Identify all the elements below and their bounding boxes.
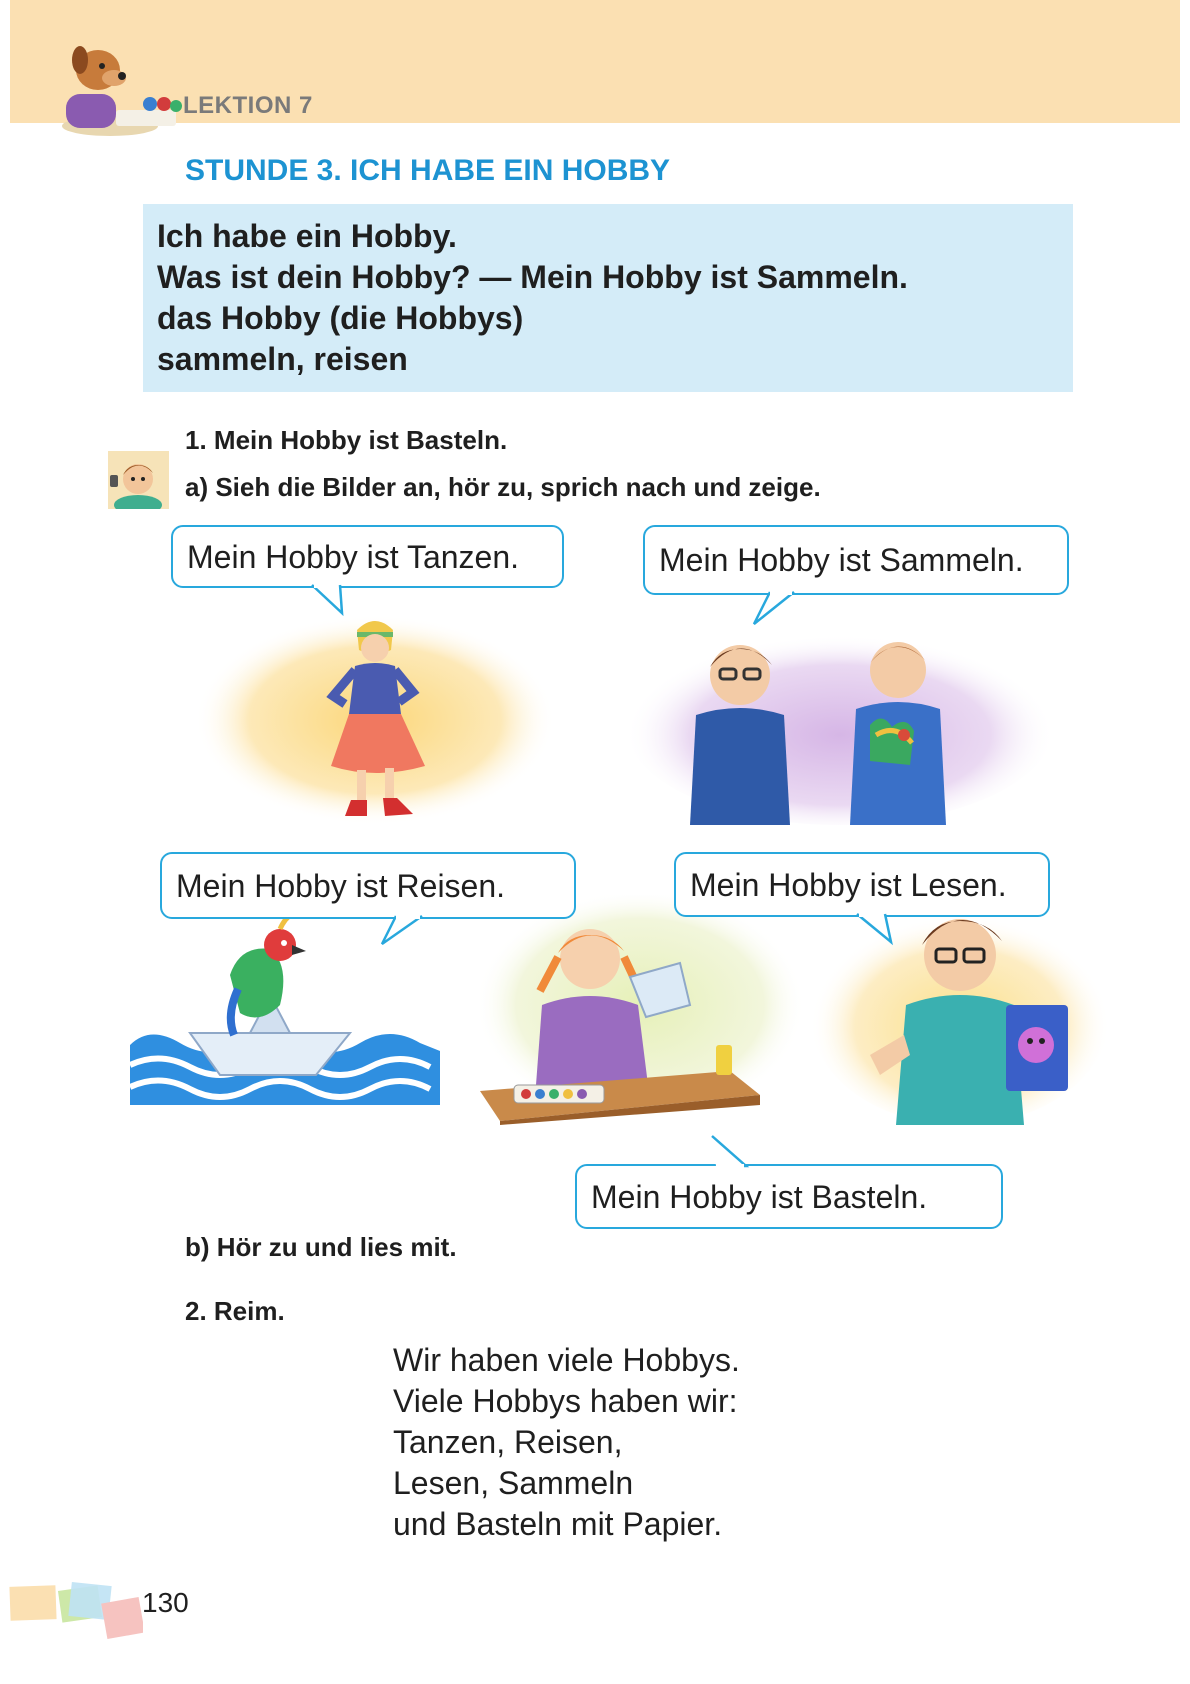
dog-mascot-icon — [58, 42, 186, 138]
dancing-girl-illustration — [185, 610, 565, 830]
grammar-line: Was ist dein Hobby? — Mein Hobby ist Sammeln. — [157, 259, 908, 295]
instruction-a: a) Sieh die Bilder an, hör zu, sprich nach und zeige. — [185, 472, 821, 502]
bubble-tail — [378, 916, 424, 946]
bubble-tail — [750, 592, 796, 626]
instruction-b: b) Hör zu und lies mit. — [185, 1232, 457, 1262]
boys-collecting-illustration — [620, 615, 1060, 825]
speech-bubble-tanzen: Mein Hobby ist Tanzen. — [171, 525, 564, 588]
speech-bubble-reisen: Mein Hobby ist Reisen. — [160, 852, 576, 919]
lesson-label: LEKTION 7 — [183, 92, 313, 119]
child-listening-icon — [108, 451, 169, 509]
speech-bubble-basteln: Mein Hobby ist Basteln. — [575, 1164, 1003, 1229]
speech-bubble-lesen: Mein Hobby ist Lesen. — [674, 852, 1050, 917]
grammar-line: das Hobby (die Hobbys) — [157, 300, 524, 336]
poem — [393, 1340, 740, 1545]
poem-line: Wir haben viele Hobbys. — [393, 1342, 740, 1378]
grammar-box — [143, 204, 1073, 392]
footer-decoration — [8, 1580, 143, 1640]
exercise-1-title: 1. Mein Hobby ist Basteln. — [185, 425, 508, 455]
bubble-tail — [855, 914, 895, 944]
grammar-line: sammeln, reisen — [157, 341, 408, 377]
poem-line: Lesen, Sammeln — [393, 1465, 634, 1501]
poem-line: Viele Hobbys haben wir: — [393, 1383, 738, 1419]
page-number: 130 — [142, 1587, 189, 1618]
girl-crafting-illustration — [480, 895, 810, 1125]
lesson-title: STUNDE 3. ICH HABE EIN HOBBY — [185, 154, 671, 187]
bubble-tail — [310, 585, 350, 615]
speech-bubble-sammeln: Mein Hobby ist Sammeln. — [643, 525, 1069, 595]
poem-line: Tanzen, Reisen, — [393, 1424, 623, 1460]
bubble-tail — [710, 1136, 760, 1168]
grammar-line: Ich habe ein Hobby. — [157, 218, 457, 254]
exercise-2-title: 2. Reim. — [185, 1296, 285, 1326]
poem-line: und Basteln mit Papier. — [393, 1506, 723, 1542]
